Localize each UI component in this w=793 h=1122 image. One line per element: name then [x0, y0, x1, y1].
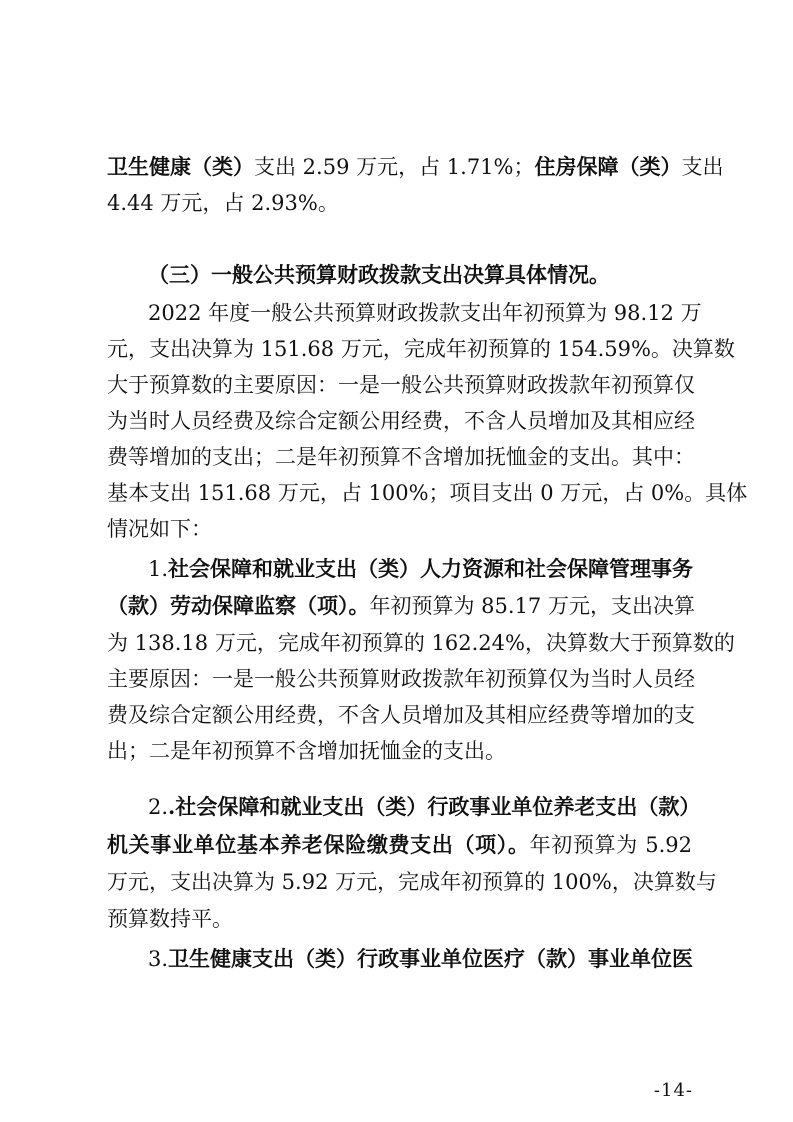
text-line: 4.44 万元，占 2.93%。 [107, 191, 339, 215]
item-number: 3. [148, 947, 169, 971]
text-line: 情况如下： [107, 517, 212, 541]
bold-heading: （款）劳动保障监察（项）。 [107, 593, 370, 618]
text-line: 出；二是年初预算不含增加抚恤金的支出。 [107, 739, 506, 763]
text-line [107, 591, 695, 621]
bold-heading: 卫生健康支出（类）行政事业单位医疗（款）事业单位医 [168, 946, 694, 971]
text-line: 基本支出 151.68 万元，占 100%；项目支出 0 万元，占 0%。具体 [107, 481, 748, 505]
text-line [107, 152, 724, 182]
page-number: -14- [653, 1080, 693, 1101]
body-text: 支出 [681, 155, 724, 179]
text-line: 主要原因：一是一般公共预算财政拨款年初预算仅为当时人员经 [107, 667, 695, 691]
bold-heading: 社会保障和就业支出（类）人力资源和社会保障管理事务 [168, 556, 694, 581]
text-line: 费及综合定额公用经费，不含人员增加及其相应经费等增加的支 [107, 703, 695, 727]
body-text: 年初预算为 5.92 [529, 833, 692, 857]
bold-heading: .社会保障和就业支出（类）行政事业单位养老支出（款） [168, 794, 701, 819]
body-text: 年初预算为 85.17 万元，支出决算 [369, 594, 695, 618]
text-line [148, 554, 692, 584]
text-line: 预算数持平。 [107, 907, 233, 931]
bold-heading: 机关事业单位基本养老保险缴费支出（项）。 [107, 832, 530, 857]
text-line: 为 138.18 万元，完成年初预算的 162.24%，决算数大于预算数的 [107, 631, 735, 655]
text-line: 2022 年度一般公共预算财政拨款支出年初预算为 98.12 万 [148, 301, 702, 325]
text-line: 为当时人员经费及综合定额公用经费，不含人员增加及其相应经 [107, 409, 695, 433]
bold-heading: 卫生健康（类） [107, 154, 254, 179]
text-line: 万元，支出决算为 5.92 万元，完成年初预算的 100%，决算数与 [107, 870, 717, 894]
text-line: 费等增加的支出；二是年初预算不含增加抚恤金的支出。其中： [107, 445, 695, 469]
item-number: 2. [148, 795, 169, 819]
section-heading: （三）一般公共预算财政拨款支出决算具体情况。 [148, 262, 610, 287]
item-number: 1. [148, 557, 169, 581]
text-line [107, 830, 692, 860]
text-line: 大于预算数的主要原因：一是一般公共预算财政拨款年初预算仅 [107, 373, 695, 397]
body-text: 支出 2.59 万元，占 1.71%； [254, 155, 535, 179]
text-line: 元，支出决算为 151.68 万元，完成年初预算的 154.59%。决算数 [107, 337, 735, 361]
text-line [148, 944, 692, 974]
text-line [148, 792, 701, 822]
bold-heading: 住房保障（类） [534, 154, 682, 179]
